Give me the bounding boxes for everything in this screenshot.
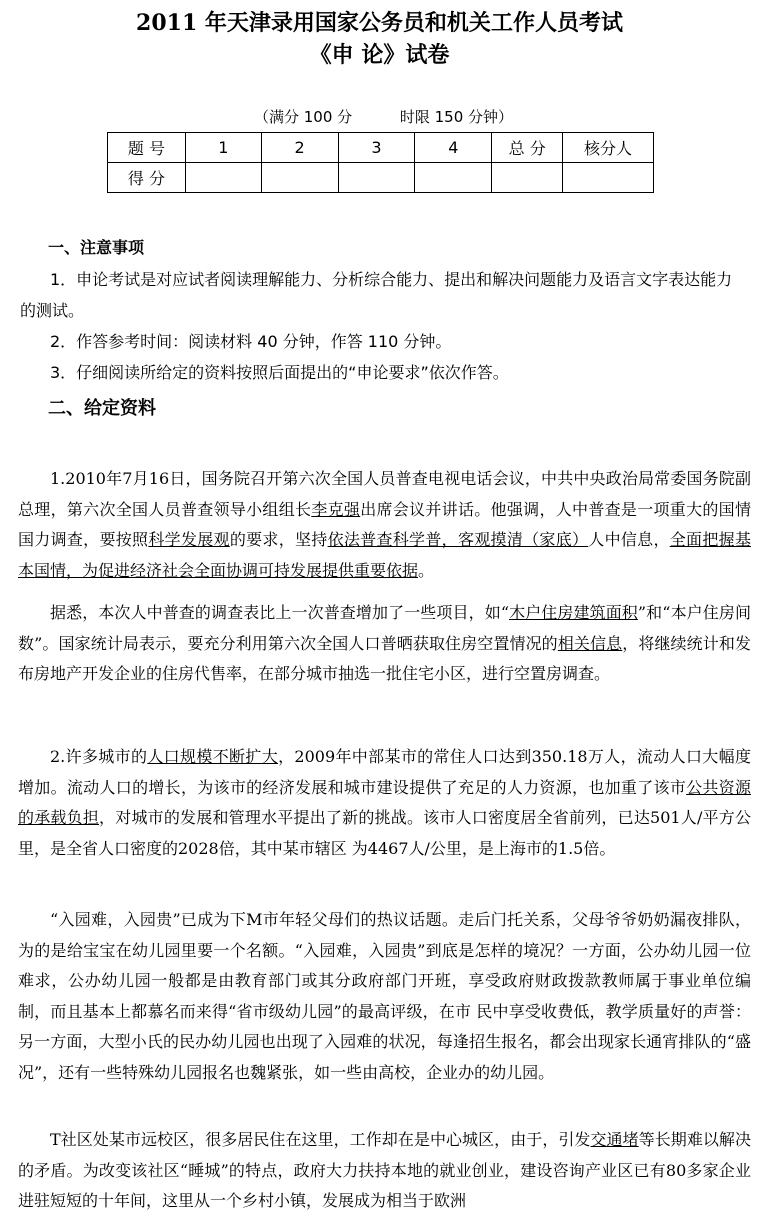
material-paragraph-3: 2.许多城市的人口规模不断扩大，2009年中部某市的常住人口达到350.18万人，流动人口大幅度增加。流动人口的增长，为该市的经济发展和城市建设提供了充足的人力资源，也加重了该市公共资源的承载负担，对城市的发展和管理水平提出了新的挑战。该市人口密度居全省前列，已达501人/平方公里，是全省人口密度的2028倍，其中某市辖区 为4467人/公里，是上海市的1.5倍。 <box>18 747 751 858</box>
score-cell: 得 分 <box>108 163 186 193</box>
score-cell: 题 号 <box>108 133 186 163</box>
material-paragraph-4: “入园难，入园贵”已成为下M市年轻父母们的热议话题。走后门托关系，父母爷爷奶奶漏夜排队，为的是给宝宝在幼儿园里要一个名额。“入园难，入园贵”到底是怎样的境况？一方面，公办幼儿园一位难求，公办幼儿园一般都是由教育部门或其分政府部门开班，享受政府财政拨款教师属于事业单位编制，而且基本上都慕名而来得“省市级幼儿园”的最高评级，在市 民中享受收费低，教学质量好的声誉：另一方面，大型小氏的民办幼儿园也出现了入园难的状况，每逢招生报名，都会出现家长通宵排队的“盛况”，还有一些特殊幼儿园报名也魏紧张，如一些由高校，企业办的幼儿园。 <box>18 910 751 1082</box>
score-input-cell <box>261 163 338 193</box>
score-cell: 2 <box>261 133 338 163</box>
score-input-cell <box>563 163 654 193</box>
score-cell: 4 <box>415 133 492 163</box>
score-input-cell <box>338 163 415 193</box>
note-item-1: 1．申论考试是对应试者阅读理解能力、分析综合能力、提出和解决问题能力及语言文字表达能力的测试。 <box>20 270 733 320</box>
score-table <box>107 132 654 193</box>
score-input-cell <box>492 163 563 193</box>
material-paragraph-5: T社区处某市远校区，很多居民住在这里，工作却在是中心城区，由于，引发交通堵等长期难以解决的矛盾。为改变该社区“睡城”的特点，政府大力扶持本地的就业创业，建设咨询产业区已有80多家企业进驻短短的十年间，这里从一个乡村小镇，发展成为相当于欧洲 <box>18 1130 751 1210</box>
score-cell: 总 分 <box>492 133 563 163</box>
materials-heading: 二、给定资料 <box>48 398 156 419</box>
exam-meta: （满分 100 分 时限 150 分钟） <box>254 108 514 126</box>
score-table-score-row <box>108 163 654 193</box>
notes-heading: 一、注意事项 <box>48 238 145 257</box>
note-item-3: 3．仔细阅读所给定的资料按照后面提出的“申论要求”依次作答。 <box>50 363 509 382</box>
exam-title: 2011 年天津录用国家公务员和机关工作人员考试 <box>136 10 623 36</box>
exam-subtitle: 《申 论》试卷 <box>309 42 450 68</box>
score-cell: 核分人 <box>563 133 654 163</box>
material-paragraph-1: 1.2010年7月16日，国务院召开第六次全国人员普查电视电话会议，中共中央政治局常委国务院副总理，第六次全国人员普查领导小组组长李克强出席会议并讲话。他强调，人中普查是一项重大的国情国力调查，要按照科学发展观的要求，坚持依法普查科学普，客观摸清（家底）人中信息，全面把握基本国情，为促进经济社会全面协调可持发展提供重要依据。 <box>18 469 751 580</box>
score-input-cell <box>415 163 492 193</box>
score-cell: 3 <box>338 133 415 163</box>
score-table-header-row <box>108 133 654 163</box>
material-paragraph-2: 据悉，本次人中普查的调查表比上一次普查增加了一些项目，如“木户住房建筑面积”和“本户住房间数”。国家统计局表示，要充分利用第六次全国人口普晒获取住房空置情况的相关信息，将继续统计和发布房地产开发企业的住房代售率，在部分城市抽选一批住宅小区，进行空置房调查。 <box>18 603 751 683</box>
score-input-cell <box>185 163 261 193</box>
note-item-2: 2．作答参考时间：阅读材料 40 分钟，作答 110 分钟。 <box>50 332 452 351</box>
score-cell: 1 <box>185 133 261 163</box>
